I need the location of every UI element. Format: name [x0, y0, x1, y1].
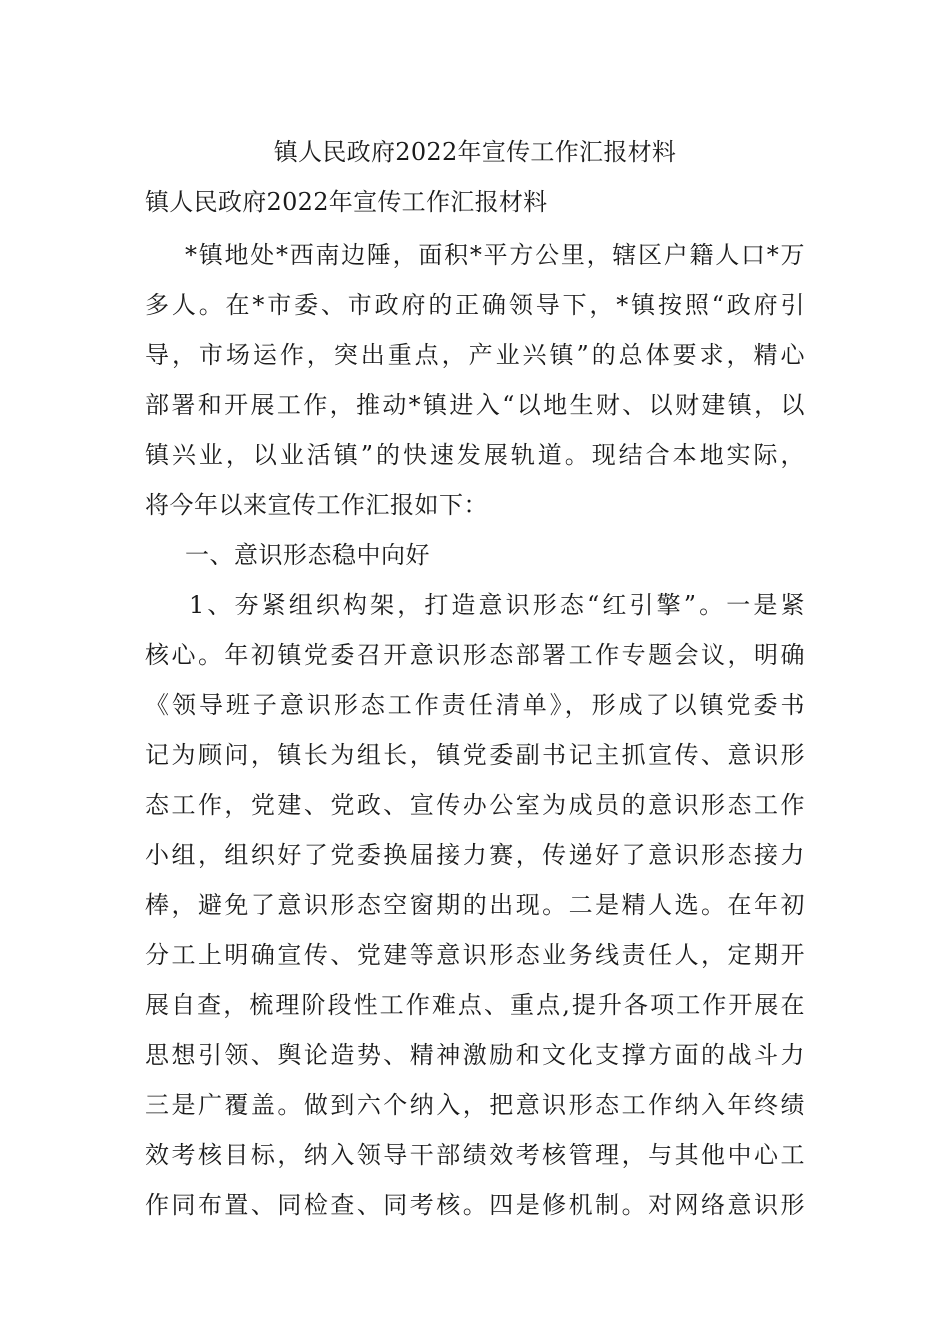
body-line: 1、夯紧组织构架，打造意识形态“红引擎”。一是紧 [189, 591, 805, 619]
document-title: 镇人民政府2022年宣传工作汇报材料 [273, 138, 677, 166]
body-line: 将今年以来宣传工作汇报如下： [145, 491, 488, 519]
document-subtitle: 镇人民政府2022年宣传工作汇报材料 [145, 188, 548, 216]
body-line: 记为顾问，镇长为组长，镇党委副书记主抓宣传、意识形 [145, 741, 805, 769]
section-heading: 一、意识形态稳中向好 [185, 541, 430, 569]
body-line: 分工上明确宣传、党建等意识形态业务线责任人，定期开 [145, 941, 805, 969]
body-line: 作同布置、同检查、同考核。四是修机制。对网络意识形 [145, 1191, 805, 1219]
body-line: 《领导班子意识形态工作责任清单》，形成了以镇党委书 [145, 691, 805, 719]
body-line: 三是广覆盖。做到六个纳入，把意识形态工作纳入年终绩 [145, 1091, 805, 1119]
body-line: 导，市场运作，突出重点，产业兴镇”的总体要求，精心 [145, 341, 805, 369]
body-line: 思想引领、舆论造势、精神激励和文化支撑方面的战斗力 [145, 1041, 805, 1069]
body-line: 效考核目标，纳入领导干部绩效考核管理，与其他中心工 [145, 1141, 805, 1169]
body-line: 核心。年初镇党委召开意识形态部署工作专题会议，明确 [145, 641, 805, 669]
body-line: 展自查，梳理阶段性工作难点、重点,提升各项工作开展在 [145, 991, 805, 1019]
document-body [145, 230, 805, 1230]
body-line: 部署和开展工作，推动*镇进入“以地生财、以财建镇，以 [145, 391, 805, 419]
body-line: 小组，组织好了党委换届接力赛，传递好了意识形态接力 [145, 841, 805, 869]
body-line: 态工作，党建、党政、宣传办公室为成员的意识形态工作 [145, 791, 805, 819]
body-line: 棒，避免了意识形态空窗期的出现。二是精人选。在年初 [145, 891, 805, 919]
body-line: 多人。在*市委、市政府的正确领导下，*镇按照“政府引 [145, 291, 805, 319]
body-line: *镇地处*西南边陲，面积*平方公里，辖区户籍人口*万 [185, 241, 805, 269]
body-line: 镇兴业，以业活镇”的快速发展轨道。现结合本地实际， [145, 441, 805, 469]
